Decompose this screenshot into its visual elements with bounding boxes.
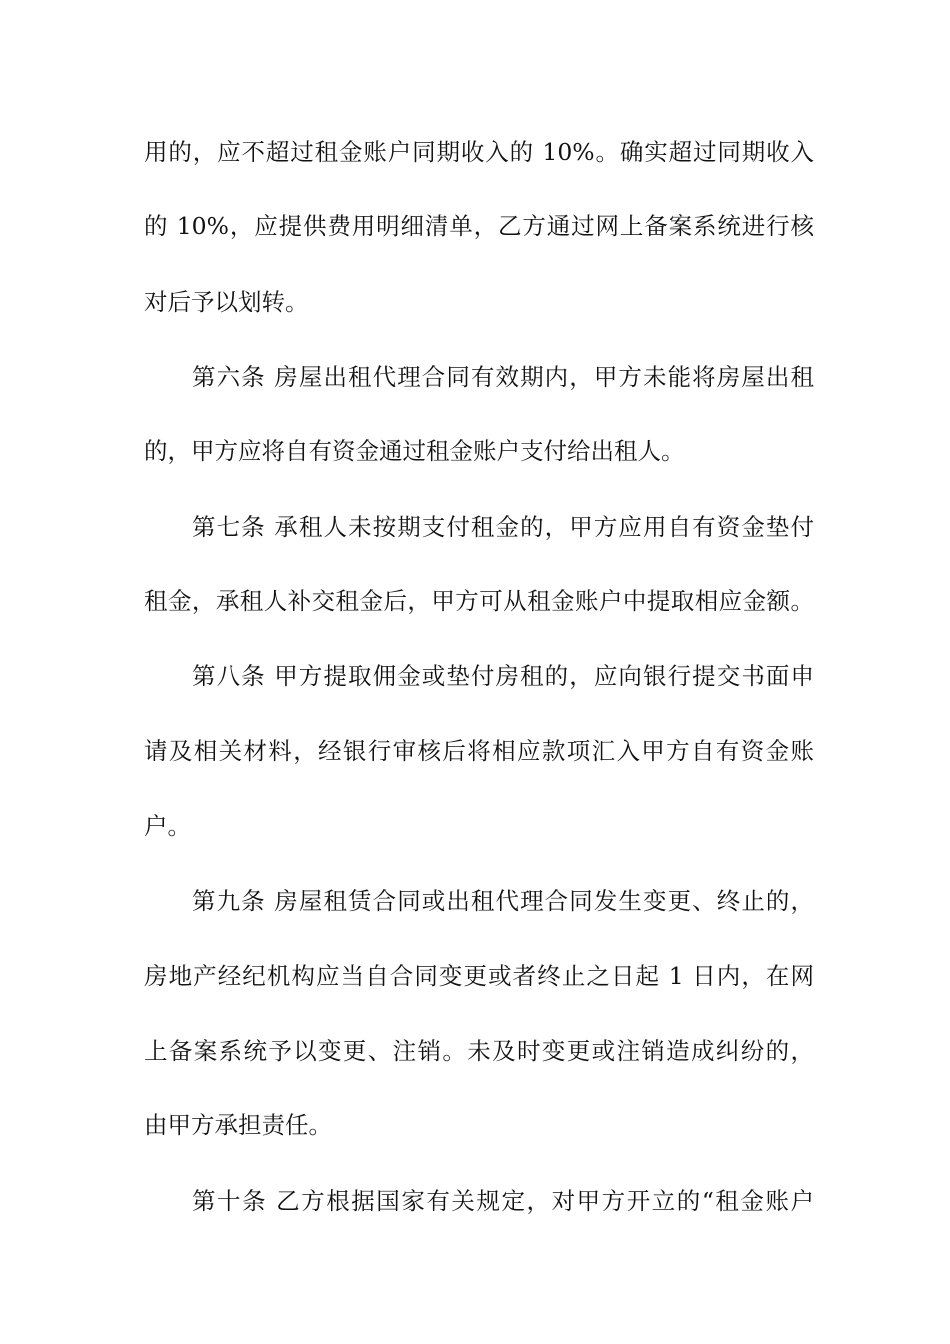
article-9-first-line: 第九条 房屋租赁合同或出租代理合同发生变更、终止的， [192,887,814,915]
article-10-first-line: 第十条 乙方根据国家有关规定，对甲方开立的“租金账户 [192,1187,814,1215]
article-6-first-line: 第六条 房屋出租代理合同有效期内，甲方未能将房屋出租 [192,363,814,391]
text-line: 用的，应不超过租金账户同期收入的 10%。确实超过同期收入 [144,138,814,166]
text-line: 户。 [144,812,191,840]
text-line: 请及相关材料，经银行审核后将相应款项汇入甲方自有资金账 [144,737,814,765]
article-7-first-line: 第七条 承租人未按期支付租金的，甲方应用自有资金垫付 [192,513,814,541]
text-line: 租金，承租人补交租金后，甲方可从租金账户中提取相应金额。 [144,587,814,615]
text-line: 的，甲方应将自有资金通过租金账户支付给出租人。 [144,437,685,465]
text-line: 对后予以划转。 [144,288,309,316]
text-line: 的 10%，应提供费用明细清单，乙方通过网上备案系统进行核 [144,212,814,240]
text-line: 上备案系统予以变更、注销。未及时变更或注销造成纠纷的， [144,1037,814,1065]
article-8-first-line: 第八条 甲方提取佣金或垫付房租的，应向银行提交书面申 [192,662,814,690]
text-line: 房地产经纪机构应当自合同变更或者终止之日起 1 日内，在网 [144,962,814,990]
text-line: 由甲方承担责任。 [144,1111,332,1139]
